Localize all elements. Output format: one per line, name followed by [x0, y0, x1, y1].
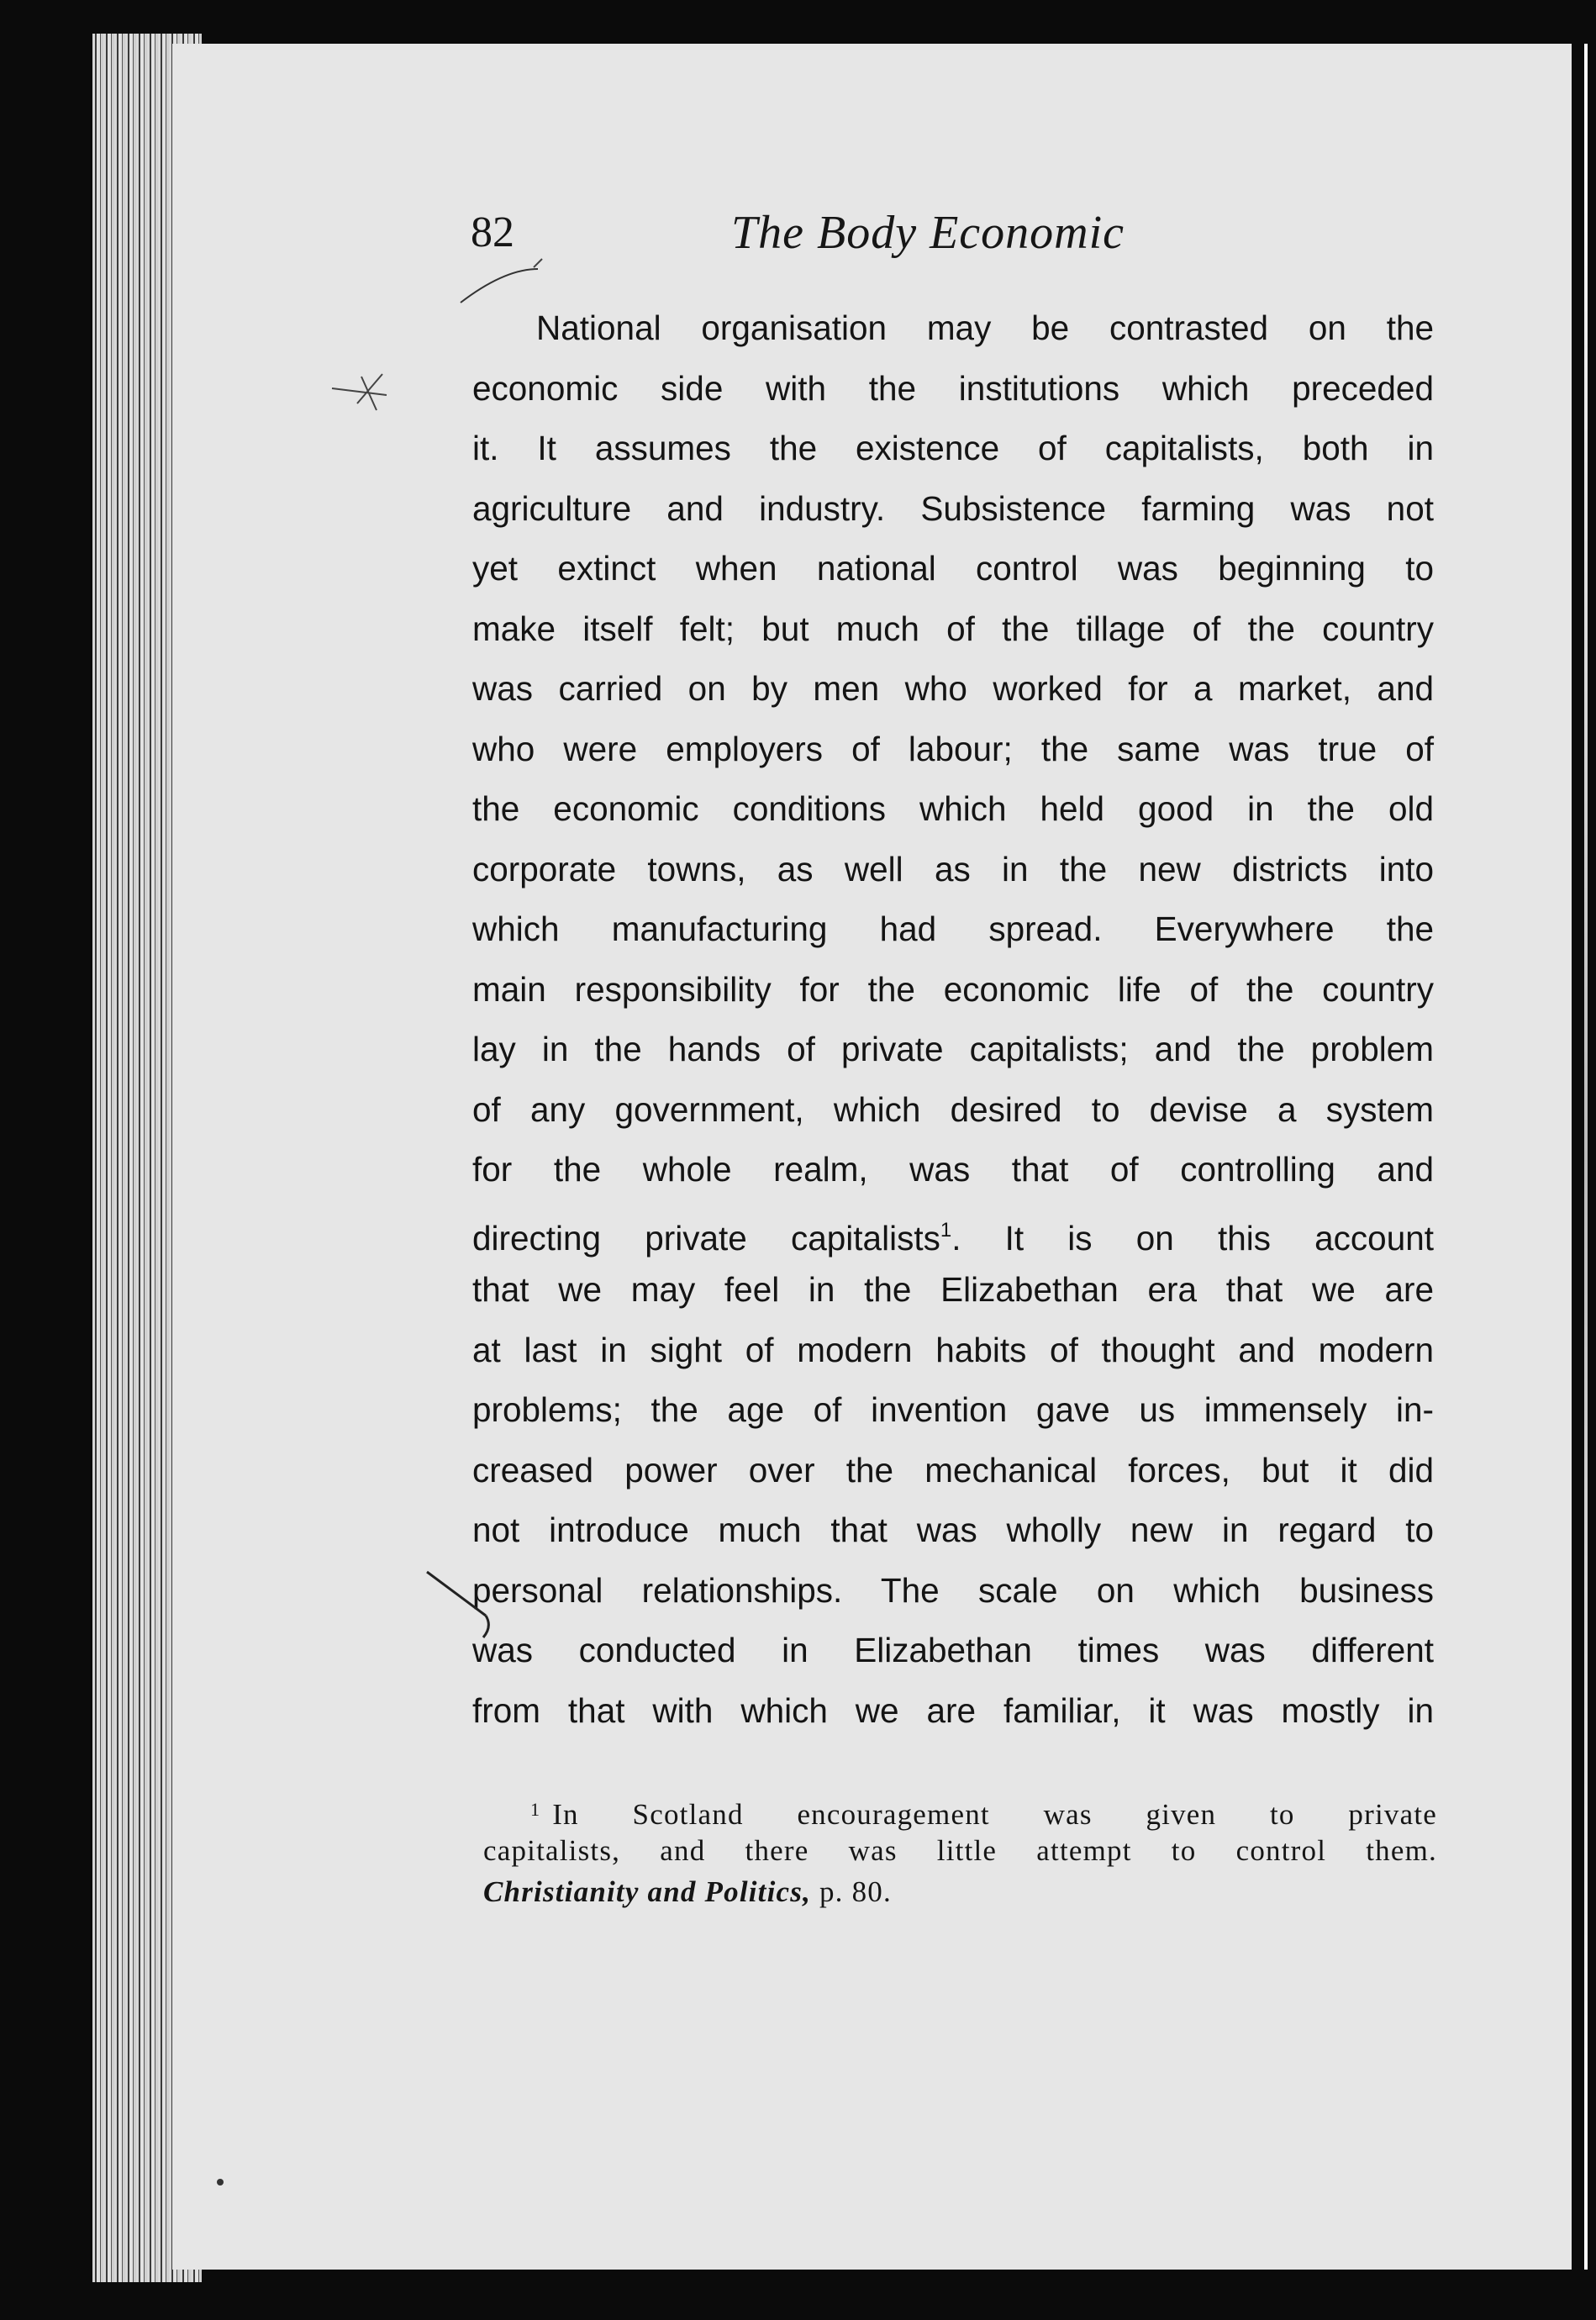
text-fragment: . It is on this account [951, 1218, 1435, 1258]
text-line: personal relationships. The scale on which business [472, 1570, 1434, 1610]
body-text [472, 298, 1434, 1741]
footnote-line [483, 1789, 1437, 1830]
footnote-reference[interactable]: 1 [940, 1218, 952, 1242]
scan-edge [1584, 44, 1588, 2270]
text-line: was conducted in Elizabethan times was different [472, 1631, 1434, 1669]
text-line: for the whole realm, was that of controlling and [472, 1150, 1434, 1189]
text-line: it. It assumes the existence of capitalists, both in [472, 429, 1434, 467]
text-line: who were employers of labour; the same was true of [472, 729, 1434, 768]
text-line: problems; the age of invention gave us immensely in- [472, 1390, 1434, 1429]
text-line: corporate towns, as well as in the new districts into [472, 849, 1434, 888]
footnote-line [483, 1871, 1437, 1912]
text-line: that we may feel in the Elizabethan era that we are [472, 1270, 1434, 1309]
text-line: at last in sight of modern habits of thought and modern [472, 1330, 1434, 1369]
running-head: The Body Economic [731, 207, 1125, 259]
text-line: economic side with the institutions which preceded [472, 368, 1434, 408]
text-line: not introduce much that was wholly new in regard to [472, 1511, 1434, 1549]
footnote-marker: 1 [530, 1799, 541, 1820]
footnote-text: In Scotland encouragement was given to private [552, 1798, 1437, 1831]
text-line: main responsibility for the economic life of the country [472, 969, 1434, 1009]
text-line: make itself felt; but much of the tillage of the country [472, 609, 1434, 648]
page-header [471, 206, 1446, 273]
page-number: 82 [471, 208, 514, 256]
text-line-with-footnote-ref [472, 1200, 1434, 1261]
text-fragment: directing private capitalists [472, 1218, 940, 1258]
text-line: agriculture and industry. Subsistence farming was not [472, 488, 1434, 528]
text-line: lay in the hands of private capitalists; and the problem [472, 1030, 1434, 1068]
footnote-citation-title: Christianity and Politics, [483, 1875, 812, 1908]
text-line: from that with which we are familiar, it was mostly in [472, 1690, 1434, 1730]
text-line: creased power over the mechanical forces, but it did [472, 1450, 1434, 1490]
text-line: was carried on by men who worked for a market, and [472, 669, 1434, 708]
text-line: yet extinct when national control was beginning to [472, 549, 1434, 588]
footnote [483, 1789, 1437, 1912]
text-line: of any government, which desired to devise a system [472, 1089, 1434, 1129]
text-line: which manufacturing had spread. Everywhere the [472, 910, 1434, 948]
footnote-page-ref: p. 80. [819, 1875, 892, 1908]
footnote-line: capitalists, and there was little attempt to control them. [483, 1834, 1437, 1867]
text-line: National organisation may be contrasted on the [536, 308, 1434, 347]
text-line: the economic conditions which held good in the old [472, 789, 1434, 828]
